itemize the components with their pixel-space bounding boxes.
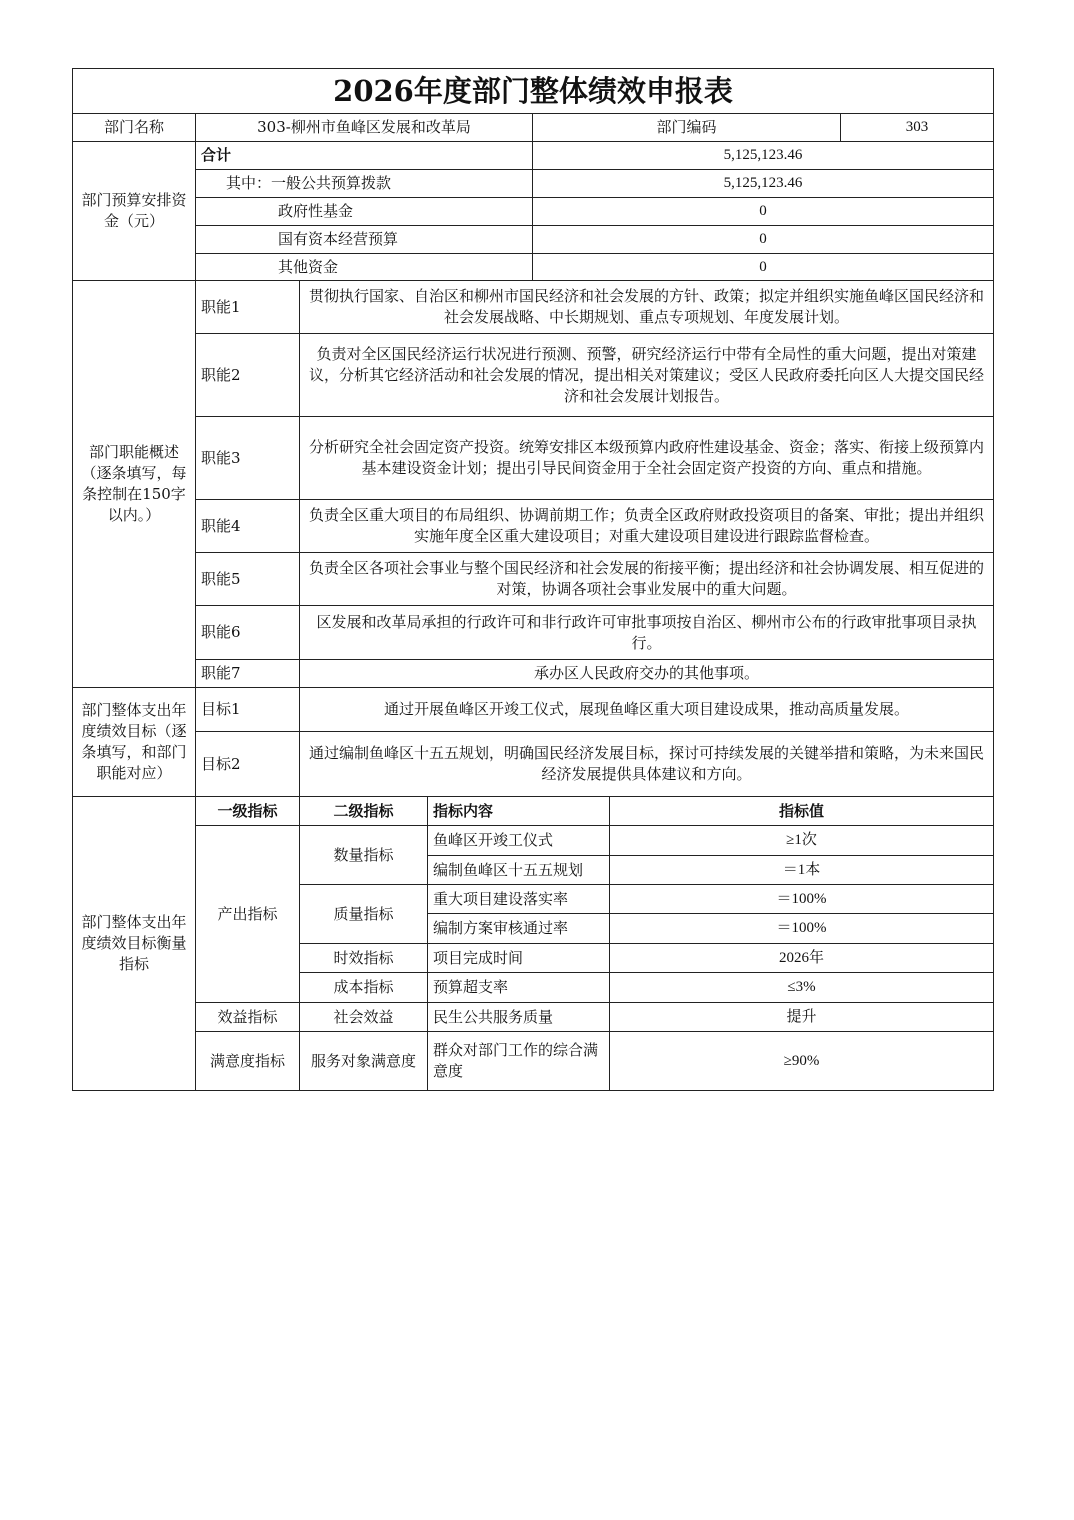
dept-name-label: 部门名称 (73, 114, 196, 142)
metric-level2: 质量指标 (300, 885, 428, 944)
budget-row-value: 0 (533, 226, 994, 254)
function-label: 职能7 (196, 660, 300, 688)
budget-row-value: 0 (533, 198, 994, 226)
budget-row-value: 5,125,123.46 (533, 170, 994, 198)
goal-label: 目标1 (196, 688, 300, 732)
metrics-section-label: 部门整体支出年度绩效目标衡量指标 (73, 797, 196, 1091)
budget-row-label: 国有资本经营预算 (196, 226, 533, 254)
function-text: 分析研究全社会固定资产投资。统筹安排区本级预算内政府性建设基金、资金；落实、衔接上级预算内基本建设资金计划；提出引导民间资金用于全社会固定资产投资的方向、重点和措施。 (300, 417, 994, 500)
performance-report-table (72, 68, 994, 1091)
function-label: 职能3 (196, 417, 300, 500)
budget-row-label: 其中：一般公共预算拨款 (196, 170, 533, 198)
metrics-header-value: 指标值 (610, 797, 994, 826)
metric-value: ≥90% (610, 1032, 994, 1091)
metric-content: 编制鱼峰区十五五规划 (428, 856, 610, 885)
metric-value: 提升 (610, 1003, 994, 1032)
metric-value: ≥1次 (610, 826, 994, 856)
function-label: 职能6 (196, 606, 300, 660)
function-text: 负责全区重大项目的布局组织、协调前期工作；负责全区政府财政投资项目的备案、审批；提出并组织实施年度全区重大建设项目；对重大建设项目建设进行跟踪监督检查。 (300, 500, 994, 553)
budget-row-value: 0 (533, 254, 994, 281)
metric-level1: 效益指标 (196, 1003, 300, 1032)
function-label: 职能4 (196, 500, 300, 553)
metric-value: ≤3% (610, 973, 994, 1003)
metrics-header-level2: 二级指标 (300, 797, 428, 826)
function-label: 职能2 (196, 334, 300, 417)
metric-content: 群众对部门工作的综合满意度 (428, 1032, 610, 1091)
function-text: 区发展和改革局承担的行政许可和非行政许可审批事项按自治区、柳州市公布的行政审批事项目录执行。 (300, 606, 994, 660)
metric-content: 重大项目建设落实率 (428, 885, 610, 914)
budget-row-label: 政府性基金 (196, 198, 533, 226)
metric-content: 项目完成时间 (428, 944, 610, 973)
dept-code-value: 303 (841, 114, 994, 142)
function-text: 负责对全区国民经济运行状况进行预测、预警，研究经济运行中带有全局性的重大问题，提出对策建议，分析其它经济活动和社会发展的情况，提出相关对策建议；受区人民政府委托向区人大提交国民经济和社会发展计划报告。 (300, 334, 994, 417)
function-text: 承办区人民政府交办的其他事项。 (300, 660, 994, 688)
metric-content: 编制方案审核通过率 (428, 914, 610, 944)
metrics-header-content: 指标内容 (428, 797, 610, 826)
goal-label: 目标2 (196, 732, 300, 797)
metric-value: ＝100% (610, 885, 994, 914)
budget-row-label: 其他资金 (196, 254, 533, 281)
function-text: 贯彻执行国家、自治区和柳州市国民经济和社会发展的方针、政策；拟定并组织实施鱼峰区国民经济和社会发展战略、中长期规划、重点专项规划、年度发展计划。 (300, 281, 994, 334)
metric-level2: 社会效益 (300, 1003, 428, 1032)
function-text: 负责全区各项社会事业与整个国民经济和社会发展的衔接平衡；提出经济和社会协调发展、相互促进的对策，协调各项社会事业发展中的重大问题。 (300, 553, 994, 606)
metric-content: 预算超支率 (428, 973, 610, 1003)
metric-content: 民生公共服务质量 (428, 1003, 610, 1032)
dept-code-label: 部门编码 (533, 114, 841, 142)
budget-section-label: 部门预算安排资金（元） (73, 142, 196, 281)
metric-value: 2026年 (610, 944, 994, 973)
metric-level2: 成本指标 (300, 973, 428, 1003)
metric-value: ＝1本 (610, 856, 994, 885)
report-title: 2026年度部门整体绩效申报表 (73, 69, 994, 114)
metric-level2: 数量指标 (300, 826, 428, 885)
metric-level2: 服务对象满意度 (300, 1032, 428, 1091)
metric-level1: 产出指标 (196, 826, 300, 1003)
dept-name-value: 303-柳州市鱼峰区发展和改革局 (196, 114, 533, 142)
budget-row-value: 5,125,123.46 (533, 142, 994, 170)
goals-section-label: 部门整体支出年度绩效目标（逐条填写，和部门职能对应） (73, 688, 196, 797)
goal-text: 通过编制鱼峰区十五五规划，明确国民经济发展目标，探讨可持续发展的关键举措和策略，为未来国民经济发展提供具体建议和方向。 (300, 732, 994, 797)
budget-row-label: 合计 (196, 142, 533, 170)
metric-value: ＝100% (610, 914, 994, 944)
metric-level2: 时效指标 (300, 944, 428, 973)
metric-level1: 满意度指标 (196, 1032, 300, 1091)
metrics-header-level1: 一级指标 (196, 797, 300, 826)
functions-section-label: 部门职能概述（逐条填写，每条控制在150字以内。） (73, 281, 196, 688)
metric-content: 鱼峰区开竣工仪式 (428, 826, 610, 856)
function-label: 职能1 (196, 281, 300, 334)
function-label: 职能5 (196, 553, 300, 606)
goal-text: 通过开展鱼峰区开竣工仪式，展现鱼峰区重大项目建设成果，推动高质量发展。 (300, 688, 994, 732)
